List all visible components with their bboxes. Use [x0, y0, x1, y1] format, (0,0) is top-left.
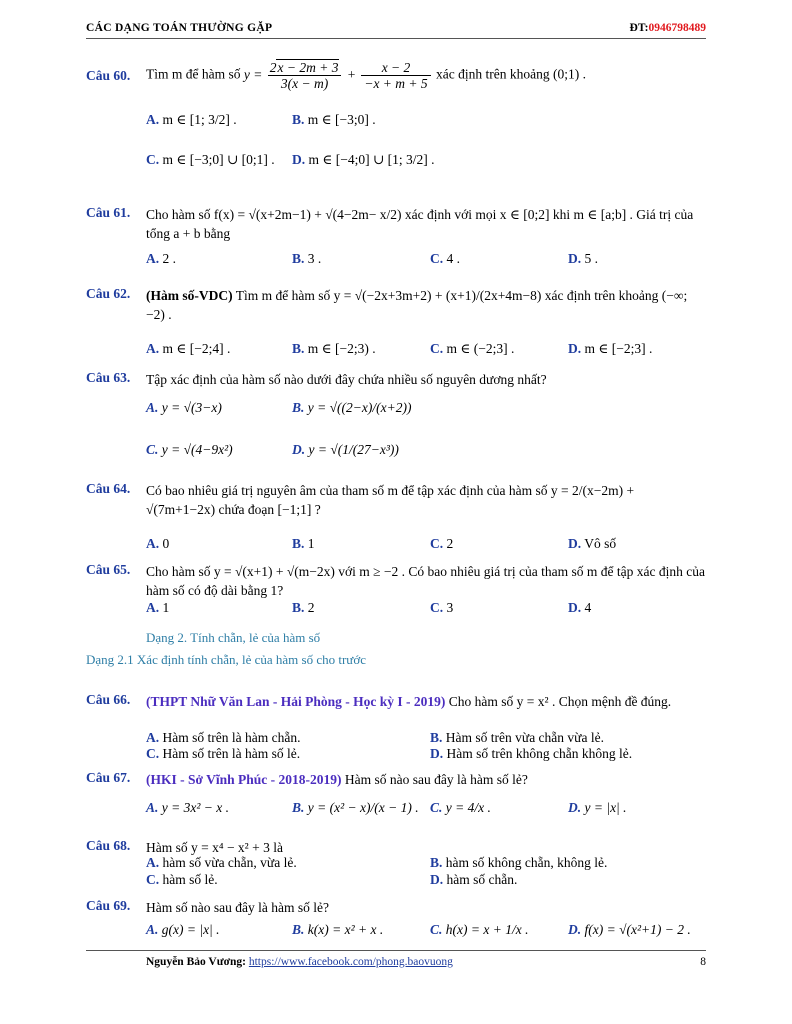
q64-option-c[interactable]: C. 2 — [430, 536, 454, 551]
q61-text: Cho hàm số f(x) = √(x+2m−1) + √(4−2m− x/2) xác định với mọi x ∈ [0;2] khi m ∈ [a;b] . Giá trị của tổng a + b bằng — [146, 207, 694, 241]
question-60: Câu 60. Tìm m để hàm số y = $\frac{2x - 2m + 3}{3(x - m)}$ + $\frac{x - 2}{-x + m + 5}$ xác định trên khoảng (0;1) . A. m ∈ [1; 3/2] . B. m ∈ [−3;0] . C. m ∈ [−3;0] ∪ [0;1] . D. m ∈ [−4;0] ∪ [1; 3/2] . — [86, 60, 586, 167]
q67-source: (HKI - Sở Vĩnh Phúc - 2018-2019) — [146, 772, 342, 787]
q67-option-a[interactable]: A. y = 3x² − x . — [146, 800, 230, 815]
header-phone: ĐT:0946798489 — [629, 22, 706, 34]
question-66: Câu 66. (THPT Nhữ Văn Lan - Hải Phòng - Học kỳ I - 2019) Cho hàm số y = x² . Chọn mệnh đề đúng. A. Hàm số trên là hàm chẵn. B. Hàm số trên vừa chẵn vừa lẻ. C. Hàm số trên là hàm số lẻ. D. Hàm số trên không chẵn không lẻ. — [86, 692, 672, 761]
q67-text: Hàm số nào sau đây là hàm số lẻ? — [344, 772, 528, 787]
q69-text: Hàm số nào sau đây là hàm số lẻ? — [146, 900, 329, 915]
question-62: Câu 62. (Hàm số-VDC) Tìm m để hàm số y = √(−2x+3m+2) + (x+1)/(2x+4m−8) xác định trên khoảng (−∞;−2) . A. m ∈ [−2;4] . B. m ∈ [−2;3) . C. m ∈ (−2;3] . D. m ∈ [−2;3] . — [86, 286, 688, 356]
q66-option-d[interactable]: D. Hàm số trên không chẵn không lẻ. — [430, 746, 633, 761]
q63-option-d[interactable]: D. y = √(1/(27−x³)) — [292, 442, 399, 457]
q64-option-b[interactable]: B. 1 — [292, 536, 315, 551]
q63-option-b[interactable]: B. y = √((2−x)/(x+2)) — [292, 400, 412, 415]
q69-option-b[interactable]: B. k(x) = x² + x . — [292, 922, 384, 937]
q63-option-a[interactable]: A. y = √(3−x) — [146, 400, 222, 415]
q65-option-c[interactable]: C. 3 — [430, 600, 454, 615]
q64-option-a[interactable]: A. 0 — [146, 536, 170, 551]
q67-option-c[interactable]: C. y = 4/x . — [430, 800, 491, 815]
section-heading-dang-2-1: Dạng 2.1 Xác định tính chẵn, lẻ của hàm số cho trước — [86, 652, 366, 667]
q68-option-b[interactable]: B. hàm số không chẵn, không lẻ. — [430, 855, 608, 870]
q64-option-d[interactable]: D. Vô số — [568, 536, 617, 551]
question-63: Câu 63. Tập xác định của hàm số nào dưới đây chứa nhiều số nguyên dương nhất? A. y = √(3−x) B. y = √((2−x)/(x+2)) C. y = √(4−9x²) D. y = √(1/(27−x³)) — [86, 370, 706, 470]
page-header — [86, 22, 706, 39]
q68-text: Hàm số y = x⁴ − x² + 3 là — [146, 840, 283, 855]
question-69: Câu 69. Hàm số nào sau đây là hàm số lẻ? A. g(x) = |x| . B. k(x) = x² + x . C. h(x) = x + 1/x . D. f(x) = √(x²+1) − 2 . — [86, 898, 706, 948]
q63-text: Tập xác định của hàm số nào dưới đây chứa nhiều số nguyên dương nhất? — [146, 372, 547, 387]
q62-text: Tìm m để hàm số y = √(−2x+3m+2) + (x+1)/(2x+4m−8) xác định trên khoảng (−∞;−2) . — [146, 288, 688, 322]
q61-option-d[interactable]: D. 5 . — [568, 251, 598, 266]
q68-option-d[interactable]: D. hàm số chẵn. — [430, 872, 518, 887]
q61-option-b[interactable]: B. 3 . — [292, 251, 322, 266]
q69-option-d[interactable]: D. f(x) = √(x²+1) − 2 . — [568, 922, 691, 937]
header-title: CÁC DẠNG TOÁN THƯỜNG GẶP — [86, 22, 273, 34]
q69-option-a[interactable]: A. g(x) = |x| . — [146, 922, 220, 937]
q62-option-c[interactable]: C. m ∈ (−2;3] . — [430, 341, 515, 356]
footer-author: Nguyễn Bảo Vương — [146, 956, 243, 968]
q69-option-c[interactable]: C. h(x) = x + 1/x . — [430, 922, 529, 937]
q60-text: Tìm m để hàm số — [146, 66, 241, 82]
q62-option-b[interactable]: B. m ∈ [−2;3) . — [292, 341, 376, 356]
q66-option-c[interactable]: C. Hàm số trên là hàm số lẻ. — [146, 746, 301, 761]
question-68: Câu 68. Hàm số y = x⁴ − x² + 3 là A. hàm số vừa chẵn, vừa lẻ. B. hàm số không chẵn, không lẻ. C. hàm số lẻ. D. hàm số chẵn. — [86, 838, 706, 893]
q66-text: Cho hàm số y = x² . Chọn mệnh đề đúng. — [448, 694, 672, 709]
q61-option-c[interactable]: C. 4 . — [430, 251, 460, 266]
q63-option-c[interactable]: C. y = √(4−9x²) — [146, 442, 233, 457]
question-61: Câu 61. Cho hàm số f(x) = √(x+2m−1) + √(4−2m− x/2) xác định với mọi x ∈ [0;2] khi m ∈ [a;b] . Giá trị của tổng a + b bằng A. 2 . B. 3 . C. 4 . D. 5 . — [86, 205, 706, 270]
question-64: Câu 64. Có bao nhiêu giá trị nguyên âm của tham số m để tập xác định của hàm số y = 2/(x−2m) + √(7m+1−2x) chứa đoạn [−1;1] ? A. 0 B. 1 C. 2 D. Vô số — [86, 481, 706, 551]
q62-option-a[interactable]: A. m ∈ [−2;4] . — [146, 341, 231, 356]
question-65: Câu 65. Cho hàm số y = √(x+1) + √(m−2x) với m ≥ −2 . Có bao nhiêu giá trị của tham số m để tập xác định của hàm số có độ dài bằng 1? A. 1 B. 2 C. 3 D. 4 — [86, 562, 705, 615]
q65-option-b[interactable]: B. 2 — [292, 600, 315, 615]
q66-option-b[interactable]: B. Hàm số trên vừa chẵn vừa lẻ. — [430, 730, 604, 745]
q60-formula: y = $\frac{2x - 2m + 3}{3(x - m)}$ + $\frac{x - 2}{-x + m + 5}$ — [244, 67, 436, 82]
q62-source: (Hàm số-VDC) — [146, 288, 233, 303]
q65-option-d[interactable]: D. 4 — [568, 600, 592, 615]
q65-option-a[interactable]: A. 1 — [146, 600, 170, 615]
q60-option-a[interactable]: A. m ∈ [1; 3/2] . — [146, 112, 237, 127]
section-heading-dang-2: Dạng 2. Tính chẵn, lẻ của hàm số — [146, 630, 321, 645]
q64-text: Có bao nhiêu giá trị nguyên âm của tham số m để tập xác định của hàm số y = 2/(x−2m) + √(7m+1−2x) chứa đoạn [−1;1] ? — [146, 483, 635, 517]
page-number: 8 — [700, 956, 706, 968]
q61-option-a[interactable]: A. 2 . — [146, 251, 176, 266]
q67-option-d[interactable]: D. y = |x| . — [568, 800, 627, 815]
q66-source: (THPT Nhữ Văn Lan - Hải Phòng - Học kỳ I - 2019) — [146, 694, 446, 709]
q67-option-b[interactable]: B. y = (x² − x)/(x − 1) . — [292, 800, 419, 815]
question-67: Câu 67. (HKI - Sở Vĩnh Phúc - 2018-2019) Hàm số nào sau đây là hàm số lẻ? A. y = 3x² − x . B. y = (x² − x)/(x − 1) . C. y = 4/x . D. y = |x| . — [86, 770, 627, 815]
q68-option-c[interactable]: C. hàm số lẻ. — [146, 872, 218, 887]
q60-option-c[interactable]: C. m ∈ [−3;0] ∪ [0;1] . — [146, 152, 275, 167]
q68-option-a[interactable]: A. hàm số vừa chẵn, vừa lẻ. — [146, 855, 297, 870]
q60-tail: xác định trên khoảng (0;1) . — [436, 66, 586, 82]
q66-option-a[interactable]: A. Hàm số trên là hàm chẵn. — [146, 730, 301, 745]
q60-option-d[interactable]: D. m ∈ [−4;0] ∪ [1; 3/2] . — [292, 152, 435, 167]
q60-option-b[interactable]: B. m ∈ [−3;0] . — [292, 112, 376, 127]
footer-link[interactable]: https://www.facebook.com/phong.baovuong — [248, 956, 453, 968]
page-footer: Nguyễn Bảo Vương: https://www.facebook.com/phong.baovuong 8 — [86, 950, 706, 955]
q62-option-d[interactable]: D. m ∈ [−2;3] . — [568, 341, 653, 356]
q65-text: Cho hàm số y = √(x+1) + √(m−2x) với m ≥ −2 . Có bao nhiêu giá trị của tham số m để tập xác định của hàm số có độ dài bằng 1? — [146, 564, 705, 598]
